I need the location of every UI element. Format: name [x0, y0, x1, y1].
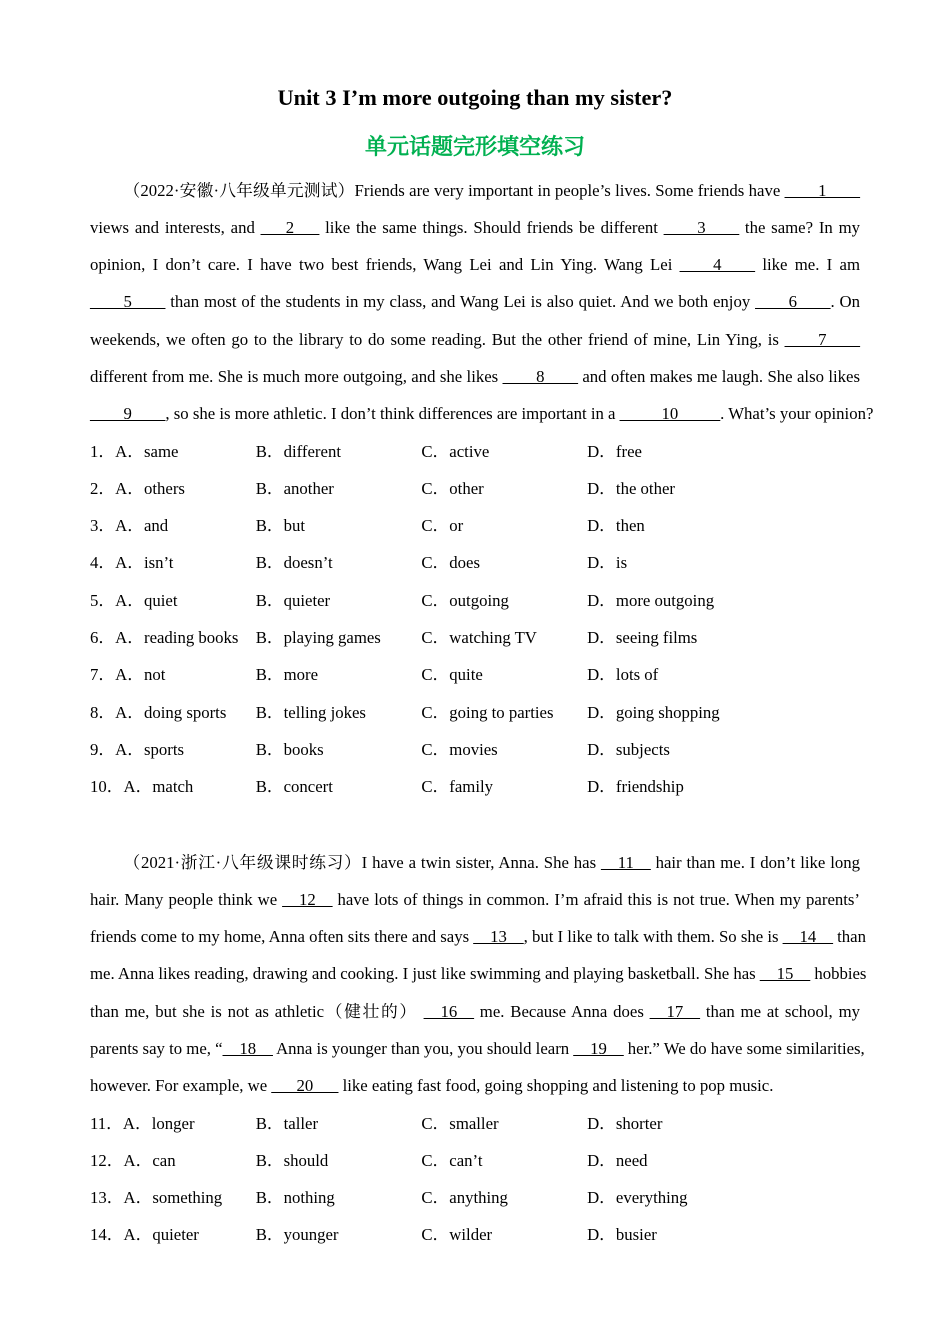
question-5-option-a: A．quiet [115, 590, 178, 610]
question-9-cell-d [587, 731, 860, 768]
passage-2-line-1: （2021·浙江·八年级课时练习）I have a twin sister, Anna. She has __11__ hair than me. I don’t like long [123, 852, 861, 872]
question-1-option-d: D．free [587, 441, 642, 461]
question-13-option-c: C．anything [421, 1188, 508, 1208]
question-2-cell-b [256, 470, 422, 507]
question-3-row [90, 507, 860, 544]
question-1-number: 1． [90, 441, 116, 461]
question-5-cell-a [90, 582, 256, 619]
question-7-option-d: D．lots of [587, 665, 659, 685]
question-12-number: 12． [90, 1150, 124, 1170]
question-8-row [90, 694, 860, 731]
question-2-option-c: C．other [421, 478, 484, 498]
passage-2-line-2: hair. Many people think we __12__ have lots of things in common. I’m afraid this is not true. When my parents’ [90, 889, 861, 909]
question-11-cell-c [421, 1105, 587, 1142]
blank-9: ____9____ [90, 404, 166, 424]
blank-14: __14__ [782, 927, 833, 947]
question-13-row [90, 1179, 860, 1216]
passage-2-text [90, 844, 867, 1105]
question-8-option-a: A．doing sports [115, 702, 227, 722]
question-2-cell-c [421, 470, 587, 507]
question-3-cell-b [256, 507, 422, 544]
question-8-option-d: D．going shopping [587, 702, 720, 722]
blank-6: ____6____ [755, 292, 831, 312]
question-12-cell-a [90, 1142, 256, 1179]
question-2-row [90, 470, 860, 507]
question-9-option-a: A．sports [115, 739, 185, 759]
question-5-option-d: D．more outgoing [587, 590, 715, 610]
question-13-option-d: D．everything [587, 1188, 688, 1208]
blank-1: ____1____ [784, 180, 860, 200]
question-6-row [90, 619, 860, 656]
question-7-cell-b [256, 656, 422, 693]
question-3-option-d: D．then [587, 516, 645, 536]
blank-8: ____8____ [502, 366, 578, 386]
blank-4: ____4____ [679, 255, 756, 275]
question-13-option-b: B．nothing [255, 1188, 335, 1208]
blank-5: ____5____ [90, 292, 166, 312]
question-14-option-b: B．younger [255, 1225, 339, 1245]
question-6-number: 6． [90, 628, 116, 648]
question-4-row [90, 544, 860, 581]
question-10-option-b: B．concert [255, 777, 333, 797]
question-4-cell-c [421, 544, 587, 581]
question-3-option-c: C．or [421, 516, 464, 536]
question-6-cell-d [587, 619, 860, 656]
passage-1-section [90, 172, 874, 806]
question-4-cell-b [256, 544, 422, 581]
passage-2-line-4: me. Anna likes reading, drawing and cooking. I just like swimming and playing basketball. She has __15__ hobbies [90, 964, 867, 984]
question-12-option-c: C．can’t [421, 1150, 483, 1170]
passage-1-line-5: weekends, we often go to the library to do some reading. But the other friend of mine, Lin Ying, is ____7____ [90, 329, 860, 349]
question-6-cell-c [421, 619, 587, 656]
question-2-cell-d [587, 470, 860, 507]
question-6-option-a: A．reading books [115, 628, 239, 648]
question-8-number: 8． [90, 702, 116, 722]
blank-10: _____10_____ [619, 404, 721, 424]
question-1-cell-c [421, 433, 587, 470]
question-14-cell-d [587, 1216, 860, 1253]
question-5-row [90, 582, 860, 619]
question-11-option-a: A．longer [122, 1113, 195, 1133]
passage-2-line-3: friends come to my home, Anna often sits there and says __13__, but I like to talk with them. So she is __14__ than [90, 927, 866, 947]
question-10-cell-d [587, 768, 860, 805]
question-10-option-d: D．friendship [587, 777, 684, 797]
page-title: Unit 3 I’m more outgoing than my sister? [277, 85, 673, 110]
question-1-row [90, 433, 860, 470]
passage-2-line-5: than me, but she is not as athletic（健壮的） __16__ me. Because Anna does __17__ than me at school, my [90, 1001, 861, 1021]
question-7-option-b: B．more [255, 665, 319, 685]
question-14-cell-b [256, 1216, 422, 1253]
question-12-row [90, 1142, 860, 1179]
question-10-cell-c [421, 768, 587, 805]
question-6-cell-a [90, 619, 256, 656]
question-11-option-d: D．shorter [587, 1113, 663, 1133]
question-3-cell-a [90, 507, 256, 544]
blank-16: __16__ [423, 1001, 474, 1021]
question-9-option-c: C．movies [421, 739, 498, 759]
question-8-cell-d [587, 694, 860, 731]
question-13-cell-a [90, 1179, 256, 1216]
question-8-option-c: C．going to parties [421, 702, 554, 722]
question-13-option-a: A．something [123, 1188, 223, 1208]
blank-13: __13__ [473, 927, 524, 947]
question-12-cell-b [256, 1142, 422, 1179]
blank-15: __15__ [759, 964, 811, 984]
question-10-option-c: C．family [421, 777, 494, 797]
question-2-option-b: B．another [255, 478, 334, 498]
question-14-option-a: A．quieter [123, 1225, 199, 1245]
question-2-option-a: A．others [115, 478, 185, 498]
question-1-cell-d [587, 433, 860, 470]
question-12-option-b: B．should [255, 1150, 329, 1170]
question-3-option-a: A．and [115, 516, 169, 536]
question-14-cell-c [421, 1216, 587, 1253]
question-7-option-a: A．not [115, 665, 166, 685]
question-12-cell-c [421, 1142, 587, 1179]
passage-1-questions [90, 433, 860, 806]
question-13-number: 13． [90, 1188, 124, 1208]
question-4-option-c: C．does [421, 553, 481, 573]
question-4-option-a: A．isn’t [115, 553, 174, 573]
passage-2-section [90, 844, 867, 1254]
question-11-cell-d [587, 1105, 860, 1142]
passage-1-line-7: ____9____, so she is more athletic. I don’t think differences are important in a _____10_____. What’s your opinion? [90, 404, 874, 424]
question-8-cell-a [90, 694, 256, 731]
question-5-cell-d [587, 582, 860, 619]
question-1-option-b: B．different [255, 441, 341, 461]
question-5-number: 5． [90, 590, 116, 610]
question-2-cell-a [90, 470, 256, 507]
question-7-row [90, 656, 860, 693]
question-2-option-d: D．the other [587, 478, 675, 498]
question-8-cell-b [256, 694, 422, 731]
question-5-option-c: C．outgoing [421, 590, 509, 610]
passage-2-line-6: parents say to me, “__18__ Anna is younger than you, you should learn __19__ her.” We do have some similarities, [90, 1038, 865, 1058]
passage-1-line-2: views and interests, and ___2___ like the same things. Should friends be different ____3____ the same? In my [90, 217, 860, 237]
question-10-cell-b [256, 768, 422, 805]
question-9-cell-c [421, 731, 587, 768]
question-12-cell-d [587, 1142, 860, 1179]
question-4-option-b: B．doesn’t [255, 553, 333, 573]
question-10-number: 10． [90, 777, 124, 797]
question-6-option-c: C．watching TV [421, 628, 537, 648]
question-9-option-d: D．subjects [587, 739, 670, 759]
question-3-number: 3． [90, 516, 116, 536]
passage-1-text [90, 172, 874, 433]
passage-1-line-3: opinion, I don’t care. I have two best friends, Wang Lei and Lin Ying. Wang Lei ____4____ like me. I am [90, 255, 861, 275]
question-5-cell-c [421, 582, 587, 619]
question-11-number: 11． [90, 1113, 123, 1133]
question-2-number: 2． [90, 478, 116, 498]
page-subtitle: 单元话题完形填空练习 [364, 134, 585, 159]
question-5-option-b: B．quieter [255, 590, 331, 610]
question-4-option-d: D．is [587, 553, 628, 573]
question-14-option-c: C．wilder [421, 1225, 493, 1245]
question-12-option-d: D．need [587, 1150, 648, 1170]
question-14-cell-a [90, 1216, 256, 1253]
blank-20: ___20___ [271, 1076, 339, 1096]
blank-12: __12__ [282, 889, 333, 909]
blank-18: __18__ [222, 1038, 273, 1058]
blank-11: __11__ [601, 852, 651, 872]
question-9-cell-a [90, 731, 256, 768]
question-10-cell-a [90, 768, 256, 805]
question-6-option-b: B．playing games [255, 628, 381, 648]
passage-2-line-7: however. For example, we ___20___ like eating fast food, going shopping and listening to pop music. [90, 1076, 774, 1096]
passage-1-line-6: different from me. She is much more outgoing, and she likes ____8____ and often makes me laugh. She also likes [90, 366, 860, 386]
question-1-cell-a [90, 433, 256, 470]
question-1-option-c: C．active [421, 441, 490, 461]
question-6-option-d: D．seeing films [587, 628, 698, 648]
question-13-cell-c [421, 1179, 587, 1216]
question-3-cell-d [587, 507, 860, 544]
question-3-cell-c [421, 507, 587, 544]
question-7-option-c: C．quite [421, 665, 483, 685]
question-8-cell-c [421, 694, 587, 731]
question-7-cell-c [421, 656, 587, 693]
question-13-cell-b [256, 1179, 422, 1216]
question-9-option-b: B．books [255, 739, 324, 759]
question-3-option-b: B．but [255, 516, 306, 536]
question-6-cell-b [256, 619, 422, 656]
blank-3: ____3____ [663, 217, 740, 237]
question-9-cell-b [256, 731, 422, 768]
question-11-option-b: B．taller [255, 1113, 319, 1133]
question-4-cell-d [587, 544, 860, 581]
question-4-cell-a [90, 544, 256, 581]
question-9-row [90, 731, 860, 768]
passage-2-questions [90, 1105, 860, 1254]
question-14-row [90, 1216, 860, 1253]
question-7-cell-a [90, 656, 256, 693]
blank-7: ____7____ [784, 329, 860, 349]
question-11-cell-b [256, 1105, 422, 1142]
question-13-cell-d [587, 1179, 860, 1216]
question-11-option-c: C．smaller [421, 1113, 499, 1133]
blank-2: ___2___ [260, 217, 320, 237]
question-7-number: 7． [90, 665, 116, 685]
question-11-cell-a [90, 1105, 256, 1142]
question-5-cell-b [256, 582, 422, 619]
question-4-number: 4． [90, 553, 116, 573]
passage-1-line-4: ____5____ than most of the students in my class, and Wang Lei is also quiet. And we both enjoy ____6____. On [90, 292, 860, 312]
question-14-option-d: D．busier [587, 1225, 657, 1245]
question-7-cell-d [587, 656, 860, 693]
question-12-option-a: A．can [123, 1150, 176, 1170]
question-14-number: 14． [90, 1225, 124, 1245]
passage-1-line-1: （2022·安徽·八年级单元测试）Friends are very important in people’s lives. Some friends have ____1____ [123, 180, 860, 200]
blank-17: __17__ [649, 1001, 700, 1021]
question-9-number: 9． [90, 739, 116, 759]
question-10-row [90, 768, 860, 805]
question-11-row [90, 1105, 860, 1142]
question-1-option-a: A．same [115, 441, 179, 461]
question-1-cell-b [256, 433, 422, 470]
question-10-option-a: A．match [123, 777, 194, 797]
blank-19: __19__ [573, 1038, 624, 1058]
question-8-option-b: B．telling jokes [255, 702, 366, 722]
